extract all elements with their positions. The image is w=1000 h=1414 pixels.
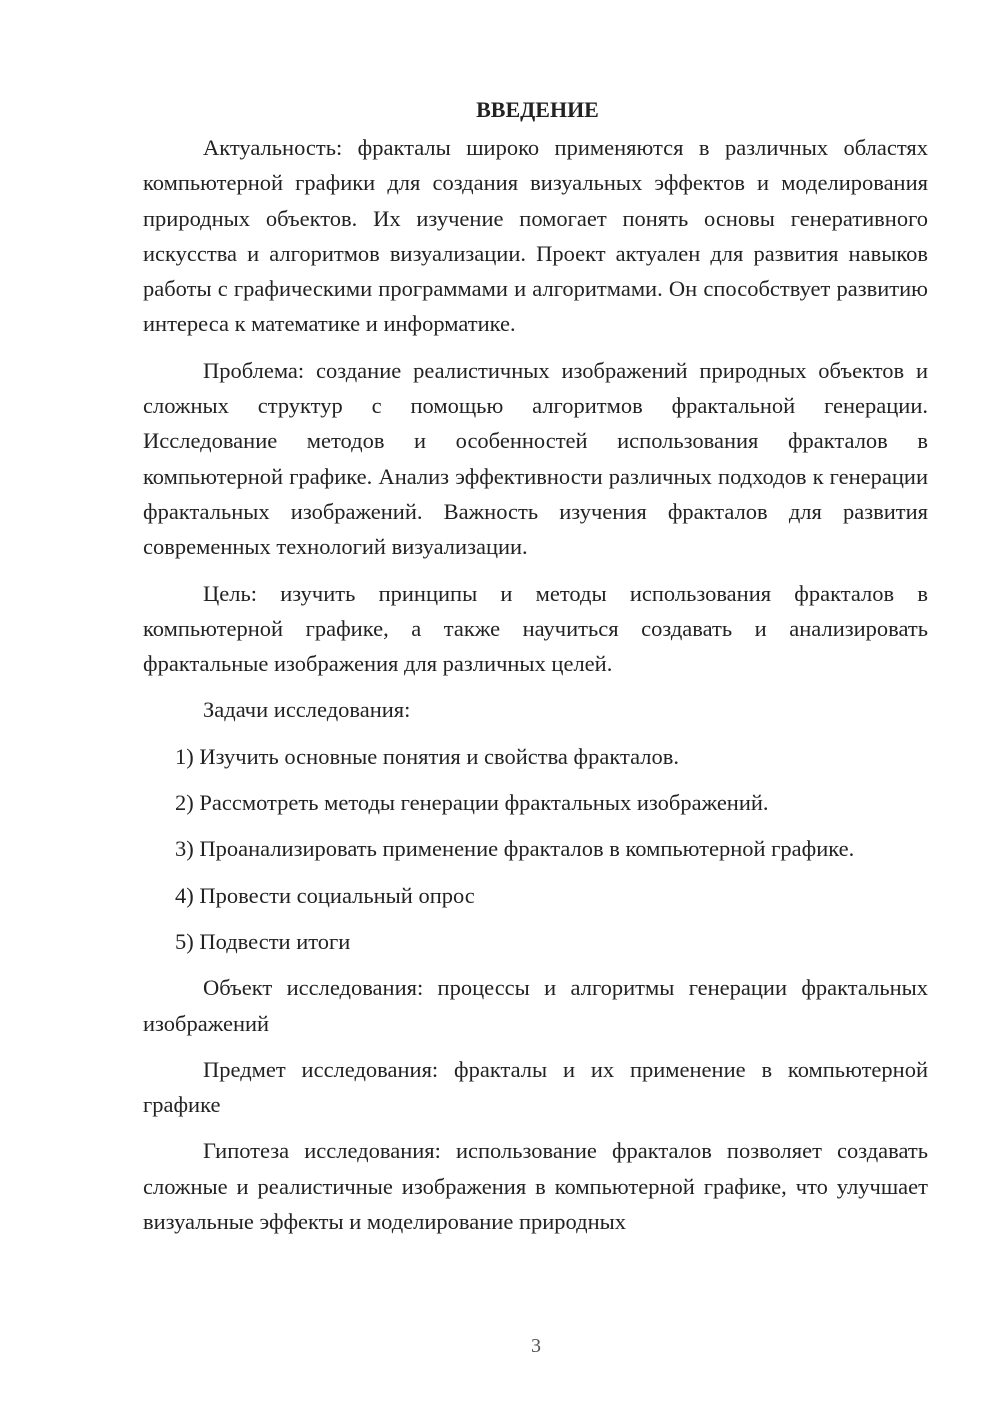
- section-heading: ВВЕДЕНИЕ: [476, 97, 599, 122]
- paragraph-subject: Предмет исследования: фракталы и их применение в компьютерной графике: [143, 1056, 928, 1118]
- task-item-3: 3) Проанализировать применение фракталов в компьютерной графике.: [175, 836, 855, 862]
- task-item-1: 1) Изучить основные понятия и свойства фракталов.: [175, 743, 680, 769]
- task-item-4: 4) Провести социальный опрос: [175, 882, 475, 908]
- task-item-5: 5) Подвести итоги: [175, 928, 351, 954]
- paragraph-object: Объект исследования: процессы и алгоритмы генерации фрактальных изображений: [143, 975, 928, 1036]
- task-item-2: 2) Рассмотреть методы генерации фрактальных изображений.: [175, 790, 769, 816]
- paragraph-hypothesis: Гипотеза исследования: использование фракталов позволяет создавать сложные и реалистичные изображения в компьютерной графике, что улучшает визуальные эффекты и моделирование природных: [143, 1138, 928, 1235]
- paragraph-problem: Проблема: создание реалистичных изображений природных объектов и сложных структур с помощью алгоритмов фрактальной генерации. Исследование методов и особенностей использования фракталов в компьютерной графике. Анализ эффективности различных подходов к генерации фрактальных изображений. Важность изучения фракталов для развития современных технологий визуализации.: [143, 357, 928, 560]
- paragraph-relevance: Актуальность: фракталы широко применяются в различных областях компьютерной графики для создания визуальных эффектов и моделирования природных объектов. Их изучение помогает понять основы генеративного искусства и алгоритмов визуализации. Проект актуален для развития навыков работы с графическими программами и алгоритмами. Он способствует развитию интереса к математике и информатике.: [143, 135, 928, 337]
- page-number: 3: [531, 1335, 541, 1357]
- paragraph-goal: Цель: изучить принципы и методы использования фракталов в компьютерной графике, а также научиться создавать и анализировать фрактальные изображения для различных целей.: [143, 580, 928, 677]
- tasks-label: Задачи исследования:: [203, 697, 411, 723]
- document-page: [143, 95, 928, 1250]
